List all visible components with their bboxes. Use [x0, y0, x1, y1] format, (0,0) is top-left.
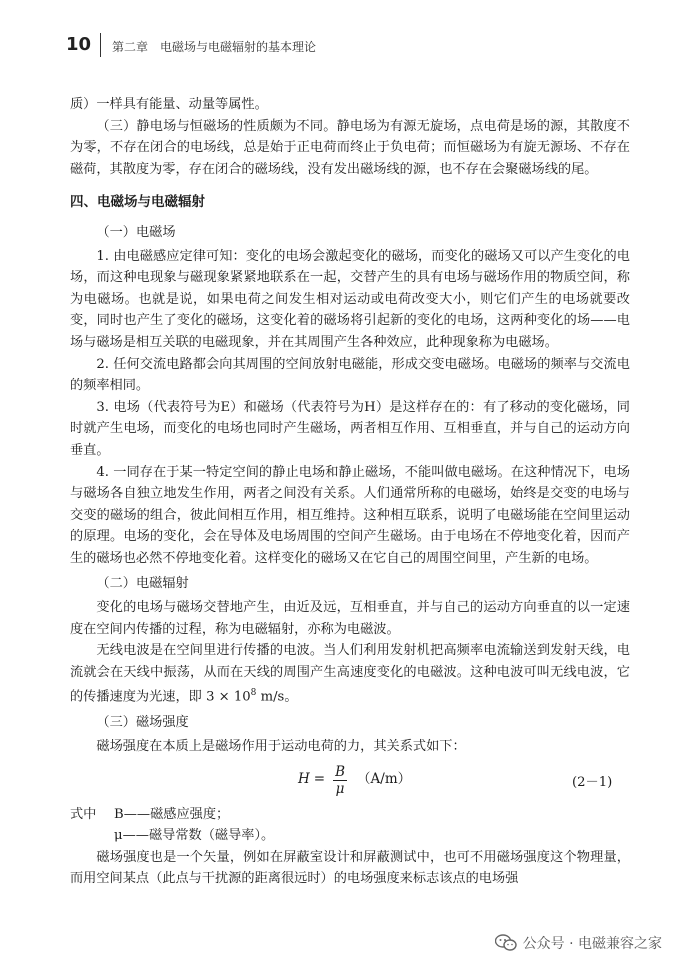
- equation-number: (2－1): [572, 774, 613, 790]
- formula-equals: =: [313, 771, 326, 788]
- section-heading: 四、电磁场与电磁辐射: [70, 194, 205, 211]
- formula-fraction: [333, 764, 347, 797]
- subsection-heading-em-field: （一）电磁场: [96, 224, 176, 240]
- where-definition-b: B——磁感应强度；: [114, 806, 230, 822]
- formula-unit: （A/m）: [357, 771, 412, 788]
- paragraph-static-fields: （三）静电场与恒磁场的性质颇为不同。静电场为有源无旋场，点电荷是场的源，其散度不为零，不存在闭合的电场线，总是始于正电荷而终止于负电荷；而恒磁场为有旋无源场、不存在磁荷，其散度为零，存在闭合的磁场线，没有发出磁场线的源，也不存在会聚磁场线的尾。: [70, 118, 630, 177]
- where-block-line1: [70, 804, 630, 826]
- wechat-icon: [495, 934, 517, 952]
- paragraph-item-4: 4. 一同存在于某一特定空间的静止电场和静止磁场，不能叫做电磁场。在这种情况下，电场与磁场各自独立地发生作用，两者之间没有关系。人们通常所称的电磁场，始终是交变的电场与交变的磁场的组合，彼此间相互作用，相互维持。这种相互联系，说明了电磁场能在空间里运动的原理。电场的变化，会在导体及电场周围的空间产生磁场。由于电场在不停地变化着，因而产生的磁场也必然不停地变化着。这样变化的磁场又在它自己的周围空间里，产生新的电场。: [70, 464, 630, 566]
- paragraph-continued: 质）一样具有能量、动量等属性。: [70, 97, 268, 112]
- chapter-title: 第二章 电磁场与电磁辐射的基本理论: [112, 40, 317, 54]
- paragraph-item-3: 3. 电场（代表符号为E）和磁场（代表符号为H）是这样存在的：有了移动的变化磁场，同时就产生电场，而变化的电场也同时产生磁场，两者相互作用、互相垂直，并与自己的运动方向垂直。: [70, 399, 630, 458]
- where-label: 式中: [70, 806, 97, 822]
- radio-wave-unit: m/s。: [256, 689, 298, 705]
- paragraph-item-1: 1. 由电磁感应定律可知：变化的电场会激起变化的磁场，而变化的磁场又可以产生变化的电场，而这种电现象与磁现象紧紧地联系在一起，交替产生的具有电场与磁场作用的物质空间，称为电磁场。也就是说，如果电荷之间发生相对运动或电荷改变大小，则它们产生的电场就要改变，同时也产生了变化的磁场，这变化着的磁场将引起新的变化的电场，这两种变化的场——电场与磁场是相互关联的电磁现象，并在其周围产生各种效应，此种现象称为电磁场。: [70, 248, 630, 350]
- paragraph-item-2: 2. 任何交流电路都会向其周围的空间放射电磁能，形成交变电磁场。电磁场的频率与交流电的频率相同。: [70, 356, 630, 394]
- radio-wave-text: 无线电波是在空间里进行传播的电波。当人们利用发射机把高频率电流输送到发射天线，电流就会在天线中振荡，从而在天线的周围产生高速度变化的电磁波。这种电波可叫无线电波，它的传播速度为光速，即 3 × 10: [70, 643, 630, 705]
- formula-numerator: B: [335, 763, 346, 780]
- formula-lhs: H: [298, 771, 310, 788]
- running-header: [52, 30, 632, 60]
- watermark: [495, 933, 662, 953]
- subsection-heading-field-strength: （三）磁场强度: [96, 715, 189, 731]
- formula: [298, 764, 411, 797]
- body-text: [70, 94, 630, 890]
- exponent: 8: [250, 688, 257, 699]
- equation-2-1: [70, 762, 630, 802]
- page-number: 10: [66, 34, 92, 55]
- paragraph-radiation: 变化的电场与磁场交替地产生，由近及远，互相垂直，并与自己的运动方向垂直的以一定速度在空间内传播的过程，称为电磁辐射，亦称为电磁波。: [70, 600, 630, 637]
- paragraph-vector: 磁场强度也是一个矢量，例如在屏蔽室设计和屏蔽测试中，也可不用磁场强度这个物理量，而用空间某点（此点与干扰源的距离很远时）的电场强度来标志该点的电场强: [70, 849, 630, 887]
- watermark-text: 公众号 · 电磁兼容之家: [522, 936, 662, 952]
- header-divider: [100, 33, 101, 57]
- where-block-line2: [70, 825, 630, 847]
- paragraph-radio-wave: [70, 640, 630, 708]
- subsection-heading-radiation: （二）电磁辐射: [96, 576, 189, 592]
- where-definition-mu: μ——磁导常数（磁导率）。: [114, 828, 275, 844]
- paragraph-field-strength: 磁场强度在本质上是磁场作用于运动电荷的力，其关系式如下：: [96, 739, 466, 755]
- formula-denominator: μ: [335, 780, 345, 797]
